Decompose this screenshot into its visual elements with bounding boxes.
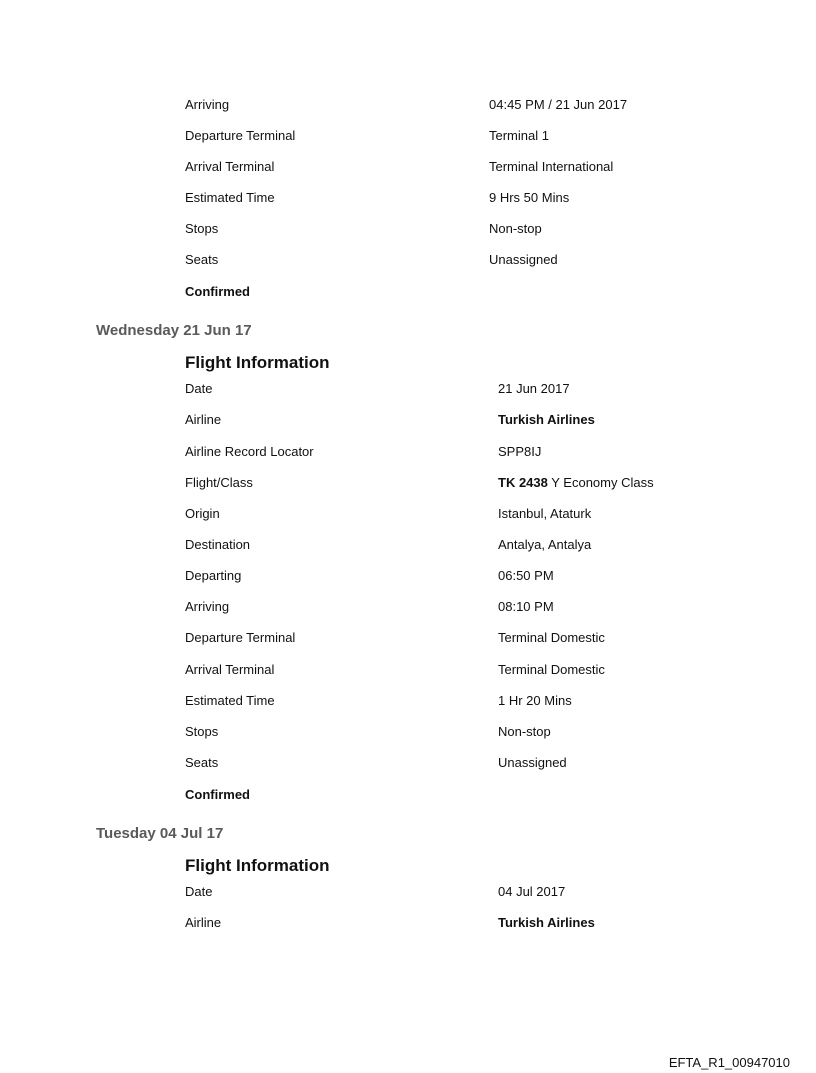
row-label: Arriving bbox=[185, 599, 230, 614]
detail-row-date bbox=[0, 882, 816, 902]
section-title: Flight Information bbox=[185, 353, 330, 372]
row-value: Istanbul, Ataturk bbox=[498, 506, 592, 521]
row-label: Stops bbox=[185, 724, 219, 739]
detail-row-arrival-terminal bbox=[0, 660, 816, 680]
row-label: Destination bbox=[185, 537, 251, 552]
row-label: Flight/Class bbox=[185, 475, 253, 490]
booking-status: Confirmed bbox=[185, 787, 250, 802]
row-label: Airline Record Locator bbox=[185, 444, 314, 459]
detail-row-seats bbox=[0, 753, 816, 773]
detail-row-departure-terminal bbox=[0, 126, 816, 146]
row-value: Non-stop bbox=[498, 724, 551, 739]
detail-row-stops bbox=[0, 722, 816, 742]
detail-row-seats bbox=[0, 250, 816, 270]
row-value: 1 Hr 20 Mins bbox=[498, 693, 572, 708]
detail-row-record-locator bbox=[0, 442, 816, 462]
row-value: Terminal Domestic bbox=[498, 630, 605, 645]
detail-row-destination bbox=[0, 535, 816, 555]
detail-row-estimated-time bbox=[0, 188, 816, 208]
class-text: Y Economy Class bbox=[547, 475, 654, 490]
detail-row-arriving bbox=[0, 597, 816, 617]
row-value: 04 Jul 2017 bbox=[498, 884, 566, 899]
row-label: Airline bbox=[185, 915, 222, 930]
row-value: Terminal International bbox=[489, 159, 614, 174]
row-label: Date bbox=[185, 884, 213, 899]
row-value: Turkish Airlines bbox=[498, 412, 595, 427]
detail-row-airline bbox=[0, 913, 816, 933]
row-value: 9 Hrs 50 Mins bbox=[489, 190, 570, 205]
detail-row-date bbox=[0, 379, 816, 399]
detail-row-flight-class bbox=[0, 473, 816, 493]
detail-row-departing bbox=[0, 566, 816, 586]
booking-status: Confirmed bbox=[185, 284, 250, 299]
row-label: Arrival Terminal bbox=[185, 662, 275, 677]
row-label: Estimated Time bbox=[185, 693, 275, 708]
row-value bbox=[498, 473, 654, 493]
day-heading: Wednesday 21 Jun 17 bbox=[96, 322, 252, 339]
row-label: Origin bbox=[185, 506, 220, 521]
row-value: Unassigned bbox=[489, 252, 558, 267]
detail-row-departure-terminal bbox=[0, 628, 816, 648]
row-label: Departure Terminal bbox=[185, 128, 296, 143]
row-value: Turkish Airlines bbox=[498, 915, 595, 930]
detail-row-origin bbox=[0, 504, 816, 524]
row-label: Seats bbox=[185, 252, 219, 267]
row-label: Date bbox=[185, 381, 213, 396]
document-id: EFTA_R1_00947010 bbox=[668, 1055, 790, 1070]
row-value: 08:10 PM bbox=[498, 599, 554, 614]
detail-row-arrival-terminal bbox=[0, 157, 816, 177]
row-label: Stops bbox=[185, 221, 219, 236]
row-value: Terminal 1 bbox=[489, 128, 549, 143]
row-label: Departing bbox=[185, 568, 242, 583]
row-value: Antalya, Antalya bbox=[498, 537, 592, 552]
row-label: Airline bbox=[185, 412, 222, 427]
section-title: Flight Information bbox=[185, 856, 330, 875]
row-value: 21 Jun 2017 bbox=[498, 381, 570, 396]
detail-row-arriving bbox=[0, 95, 816, 115]
flight-number: TK 2438 bbox=[498, 475, 548, 490]
row-label: Arriving bbox=[185, 97, 230, 112]
detail-row-airline bbox=[0, 410, 816, 430]
row-value: 04:45 PM / 21 Jun 2017 bbox=[489, 97, 628, 112]
detail-row-stops bbox=[0, 219, 816, 239]
row-value: Terminal Domestic bbox=[498, 662, 605, 677]
row-value: Non-stop bbox=[489, 221, 542, 236]
row-label: Departure Terminal bbox=[185, 630, 296, 645]
row-label: Seats bbox=[185, 755, 219, 770]
row-label: Estimated Time bbox=[185, 190, 275, 205]
row-value: Unassigned bbox=[498, 755, 567, 770]
day-heading: Tuesday 04 Jul 17 bbox=[96, 825, 224, 842]
detail-row-estimated-time bbox=[0, 691, 816, 711]
row-label: Arrival Terminal bbox=[185, 159, 275, 174]
row-value: SPP8IJ bbox=[498, 444, 542, 459]
row-value: 06:50 PM bbox=[498, 568, 554, 583]
